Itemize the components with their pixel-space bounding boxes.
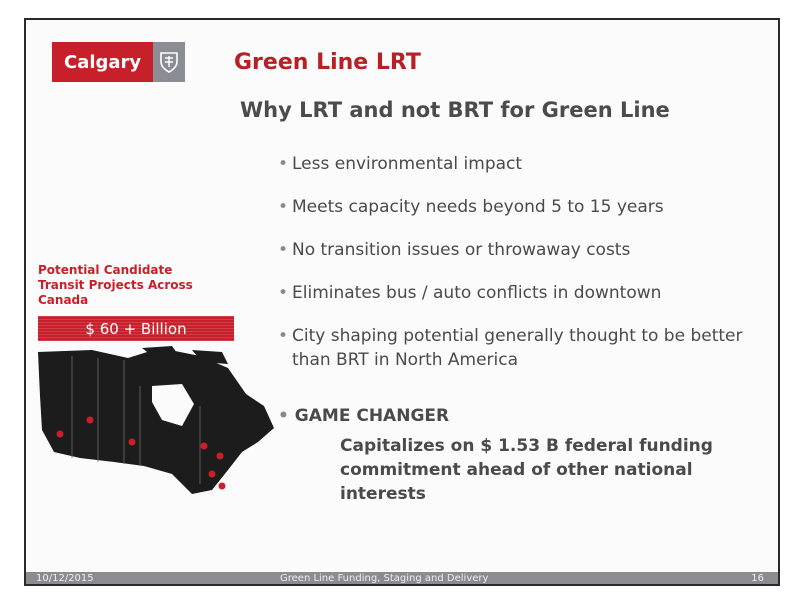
project-marker bbox=[87, 417, 94, 424]
map-label: Potential Candidate Transit Projects Across Canada bbox=[38, 263, 193, 307]
bullet-dot-icon: • bbox=[278, 197, 289, 217]
bullet-item bbox=[278, 324, 758, 372]
project-marker bbox=[217, 453, 224, 460]
bullet-dot-icon: • bbox=[278, 283, 289, 303]
canada-landmass bbox=[38, 348, 274, 494]
slide-subtitle: Why LRT and not BRT for Green Line bbox=[240, 98, 670, 122]
funding-amount-badge: $ 60 + Billion bbox=[38, 316, 234, 341]
game-changer-detail: Capitalizes on $ 1.53 B federal funding commitment ahead of other national interests bbox=[340, 436, 713, 504]
bullet-item bbox=[278, 281, 758, 305]
bullet-item bbox=[278, 152, 758, 176]
city-crest-icon bbox=[153, 42, 185, 82]
bullet-list bbox=[278, 152, 758, 391]
footer-page-number: 16 bbox=[751, 572, 764, 584]
bullet-text: Eliminates bus / auto conflicts in downtown bbox=[292, 283, 662, 303]
bullet-text: Less environmental impact bbox=[292, 154, 523, 174]
project-marker bbox=[129, 439, 136, 446]
bullet-dot-icon: • bbox=[278, 406, 289, 426]
logo-text: Calgary bbox=[52, 42, 153, 82]
game-changer-label: GAME CHANGER bbox=[294, 406, 450, 426]
game-changer-heading bbox=[278, 406, 449, 426]
canada-map bbox=[32, 346, 282, 514]
footer-date: 10/12/2015 bbox=[36, 572, 94, 584]
calgary-logo bbox=[52, 42, 185, 82]
project-marker bbox=[201, 443, 208, 450]
slide bbox=[24, 18, 780, 586]
bullet-dot-icon: • bbox=[278, 240, 289, 260]
bullet-dot-icon: • bbox=[278, 154, 289, 174]
footer-title: Green Line Funding, Staging and Delivery bbox=[280, 572, 489, 584]
project-marker bbox=[209, 471, 216, 478]
bullet-item bbox=[278, 238, 758, 262]
project-marker bbox=[57, 431, 64, 438]
bullet-text: City shaping potential generally thought to be better than BRT in North America bbox=[292, 326, 743, 370]
bullet-text: No transition issues or throwaway costs bbox=[292, 240, 631, 260]
project-marker bbox=[219, 483, 226, 490]
slide-footer bbox=[26, 572, 778, 584]
bullet-item bbox=[278, 195, 758, 219]
bullet-text: Meets capacity needs beyond 5 to 15 years bbox=[292, 197, 664, 217]
slide-title: Green Line LRT bbox=[234, 50, 421, 75]
bullet-dot-icon: • bbox=[278, 326, 289, 346]
